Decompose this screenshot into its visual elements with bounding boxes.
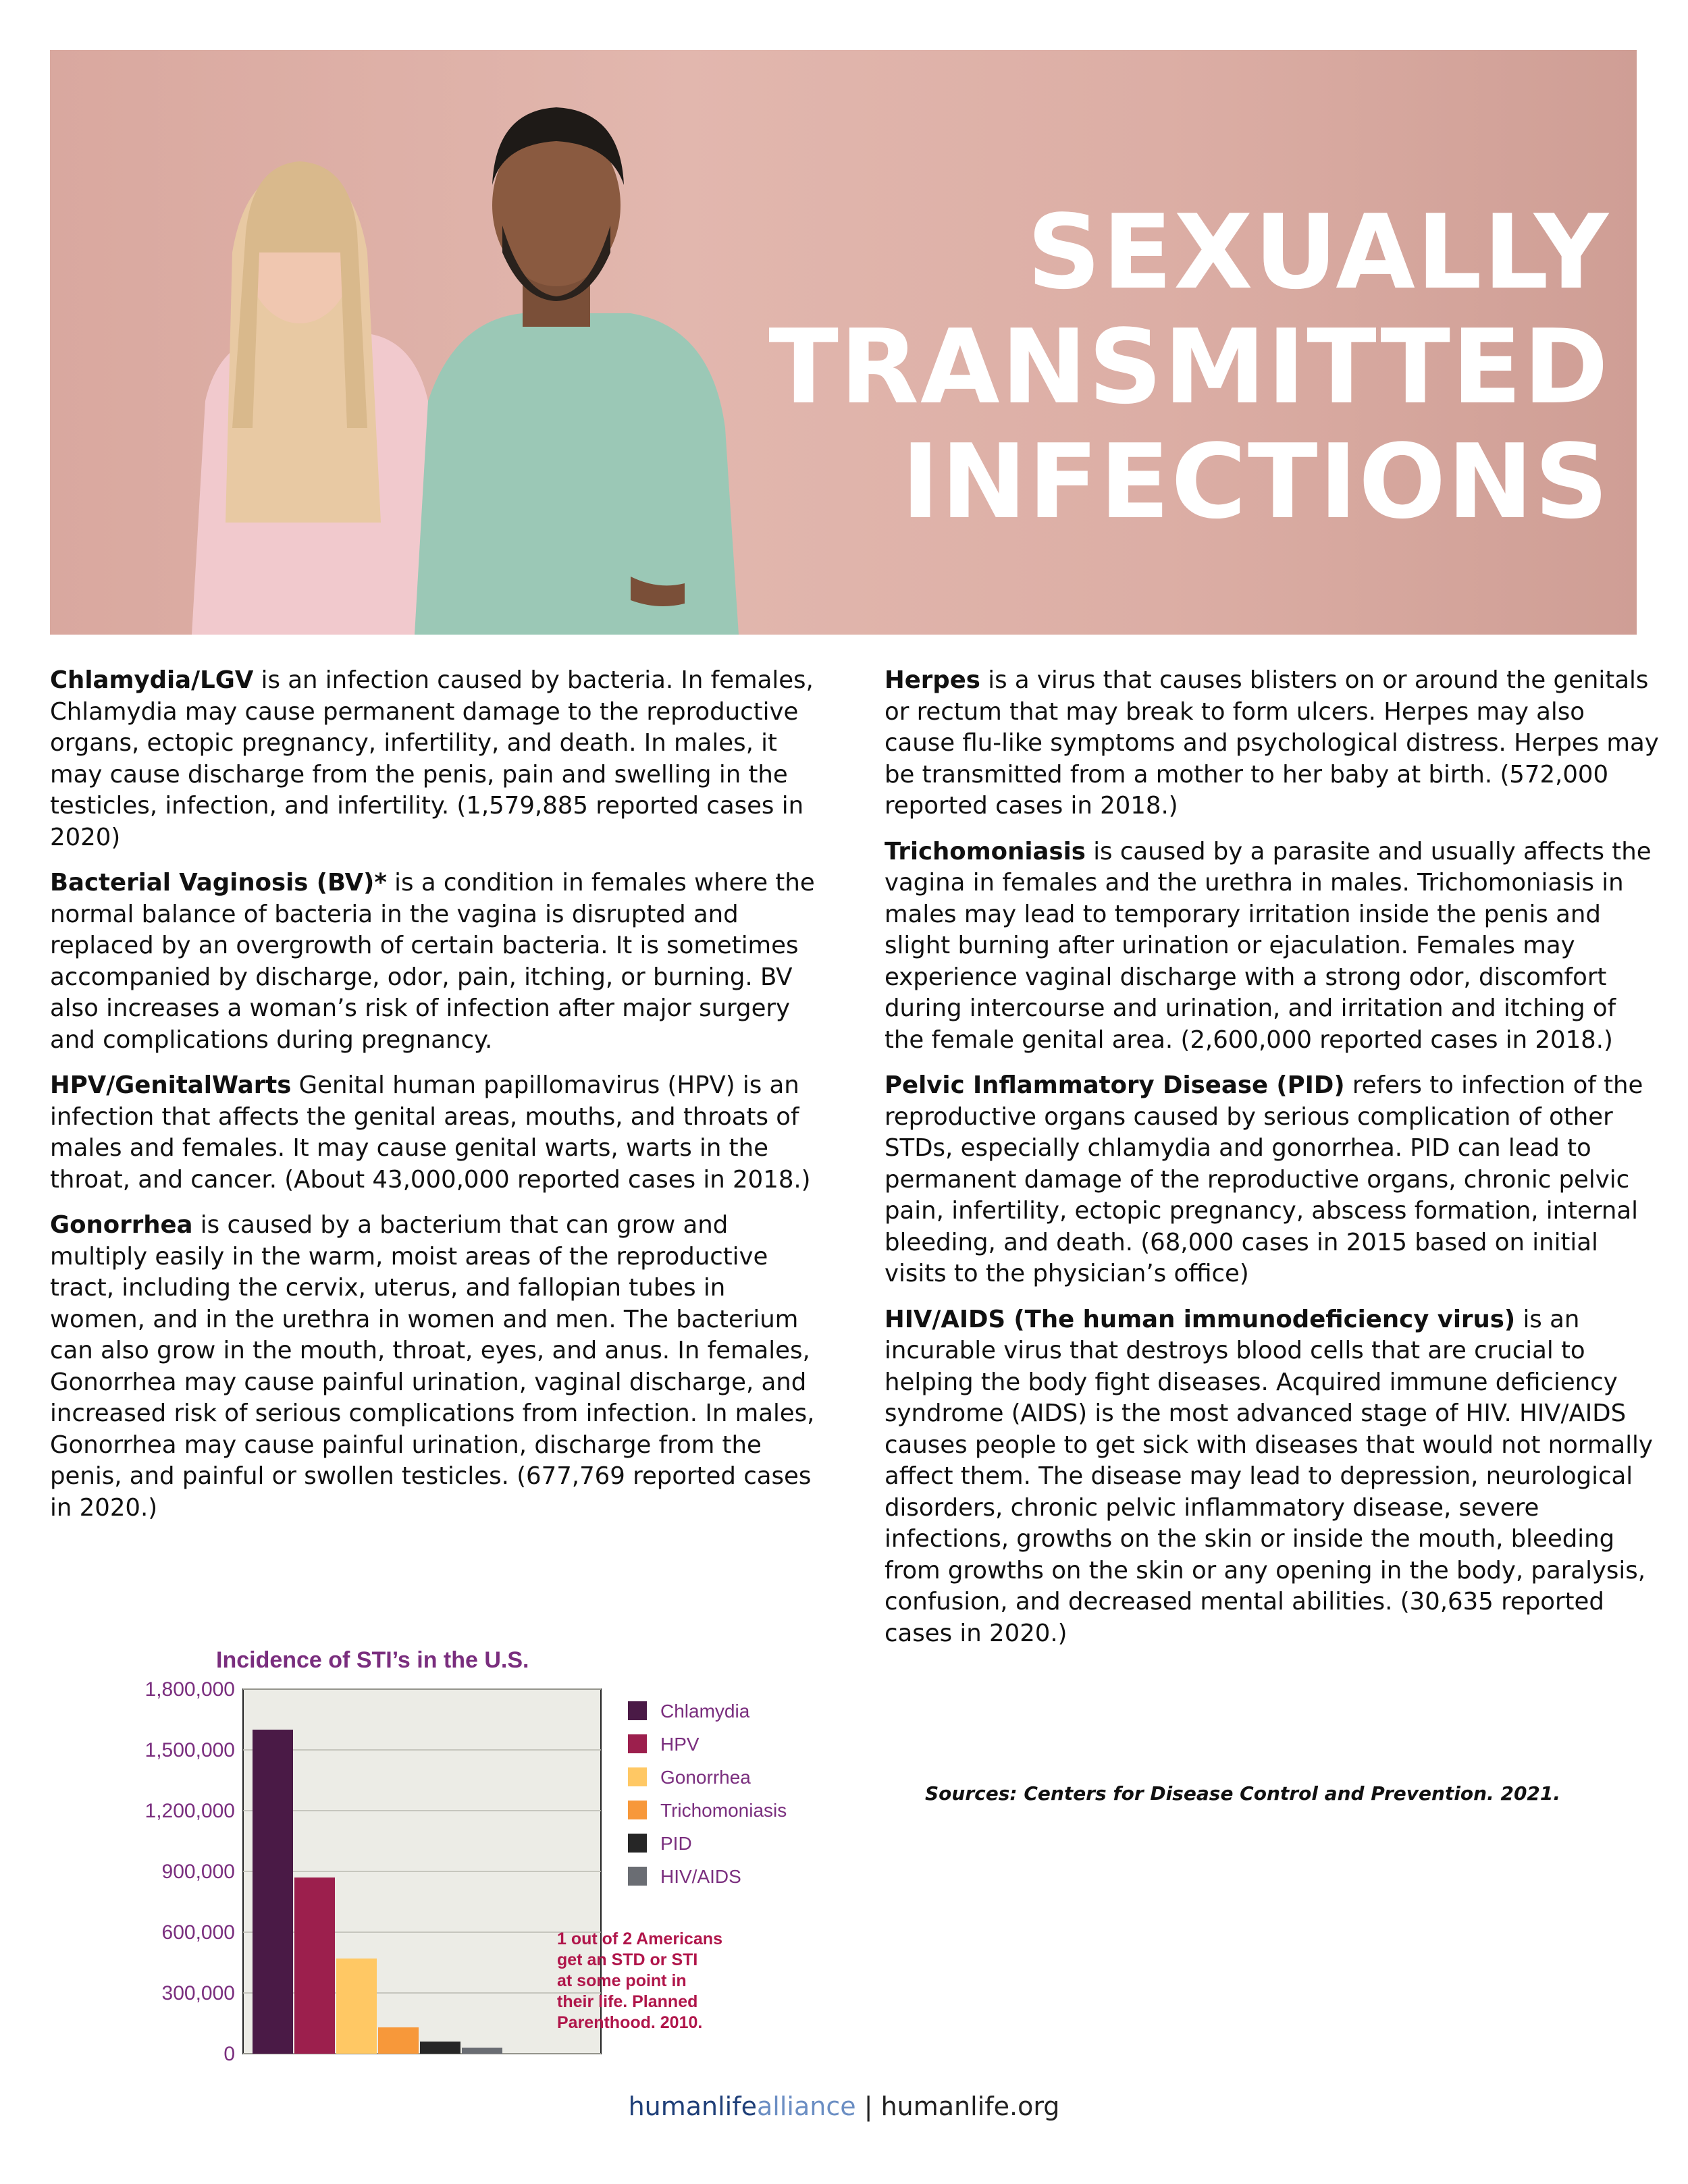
- footer-brand-b: alliance: [757, 2092, 856, 2121]
- footer-url[interactable]: humanlife.org: [880, 2092, 1060, 2121]
- hero-photo: [50, 50, 860, 635]
- chart-ytick-label: 600,000: [161, 1921, 235, 1944]
- chart-legend-label: Chlamydia: [660, 1701, 750, 1722]
- hero-title: [768, 192, 1610, 541]
- chart-legend-swatch: [628, 1767, 647, 1786]
- hiv-text: is an incurable virus that destroys blood cells that are crucial to helping the body fight diseases. Acquired immune deficiency syndrome (AIDS) is the most advanced stage of HIV. HIV/AIDS causes people to get sick with diseases that would not normally affect them. The disease may lead to depression, neurological disorders, chronic pelvic inflammatory disease, severe infections, growths on the skin or inside the mouth, bleeding from growths on the skin or any opening in the body, paralysis, confusion, and decreased mental abilities. (30,635 reported cases in 2020.): [885, 1305, 1653, 1647]
- chart-ytick-label: 1,800,000: [144, 1678, 235, 1701]
- chart-ytick-label: 1,500,000: [144, 1739, 235, 1761]
- sources-citation: Sources: Centers for Disease Control and Prevention. 2021.: [925, 1782, 1561, 1805]
- chart-ytick-label: 1,200,000: [144, 1800, 235, 1822]
- chart-ytick-label: 0: [223, 2043, 235, 2065]
- footer-separator: |: [855, 2092, 881, 2121]
- left-column: [50, 665, 826, 1538]
- chart-note-line: 1 out of 2 Americans: [557, 1929, 722, 1948]
- chart-legend-label: HPV: [660, 1734, 700, 1755]
- hero-title-line-3: INFECTIONS: [901, 422, 1610, 541]
- bv-paragraph: [50, 868, 826, 1056]
- footer: [0, 2092, 1688, 2121]
- trich-text: is caused by a parasite and usually affects the vagina in females and the urethra in males. Trichomoniasis in males may lead to temporary irritation inside the penis and slight burning after urination or ejaculation. Females may experience vaginal discharge with a strong odor, discomfort during intercourse and urination, and irritation and itching of the female genital area. (2,600,000 reported cases in 2018.): [885, 837, 1652, 1054]
- chart-title: Incidence of STI’s in the U.S.: [216, 1647, 529, 1673]
- chart-legend-label: PID: [660, 1833, 692, 1854]
- chart-bar-gonorrhea: [336, 1959, 377, 2054]
- chart-legend-swatch: [628, 1801, 647, 1819]
- herpes-term: Herpes: [885, 666, 980, 694]
- gonorrhea-paragraph: [50, 1210, 826, 1524]
- hpv-term: HPV/GenitalWarts: [50, 1071, 292, 1099]
- chart-legend-swatch: [628, 1834, 647, 1853]
- herpes-text: is a virus that causes blisters on or around the genitals or rectum that may break to form ulcers. Herpes may also cause flu-like symptoms and psychological distress. Herpes may be transmitted from a mother to her baby at birth. (572,000 reported cases in 2018.): [885, 666, 1659, 820]
- chart-bar-pid: [420, 2042, 460, 2054]
- chart-bar-hpv: [294, 1877, 335, 2054]
- chart-ytick-label: 300,000: [161, 1982, 235, 2004]
- herpes-paragraph: [885, 665, 1661, 822]
- hpv-paragraph: [50, 1070, 826, 1196]
- hero-title-line-1: SEXUALLY: [1027, 192, 1610, 312]
- chart-legend-swatch: [628, 1867, 647, 1886]
- sti-incidence-chart: [88, 1641, 787, 2065]
- chart-legend-label: Trichomoniasis: [660, 1800, 787, 1821]
- chart-legend-label: Gonorrhea: [660, 1767, 751, 1788]
- chart-bar-chlamydia: [253, 1730, 293, 2054]
- chart-note-line: get an STD or STI: [557, 1950, 698, 1969]
- pid-text: refers to infection of the reproductive organs caused by serious complication of other STDs, especially chlamydia and gonorrhea. PID can lead to permanent damage of the reproductive organs, chronic pelvic pain, infertility, ectopic pregnancy, abscess formation, internal bleeding, and death. (68,000 cases in 2015 based on initial visits to the physician’s office): [885, 1071, 1643, 1287]
- chart-note-line: at some point in: [557, 1971, 687, 1990]
- trich-paragraph: [885, 836, 1661, 1057]
- chart-bar-hiv-aids: [462, 2048, 502, 2054]
- chart-note-line: their life. Planned: [557, 1992, 698, 2011]
- chart-ytick-label: 900,000: [161, 1861, 235, 1883]
- pid-paragraph: [885, 1070, 1661, 1290]
- right-column: [885, 665, 1661, 1663]
- gonorrhea-term: Gonorrhea: [50, 1211, 193, 1239]
- chart-legend-label: HIV/AIDS: [660, 1866, 741, 1887]
- hpv-text: Genital human papillomavirus (HPV) is an infection that affects the genital areas, mouths, and throats of males and females. It may cause genital warts, warts in the throat, and cancer. (About 43,000,000 reported cases in 2018.): [50, 1071, 811, 1194]
- bv-text: is a condition in females where the normal balance of bacteria in the vagina is disrupted and replaced by an overgrowth of certain bacteria. It is sometimes accompanied by discharge, odor, pain, itching, or burning. BV also increases a woman’s risk of infection after major surgery and complications during pregnancy.: [50, 869, 815, 1054]
- pid-term: Pelvic Inflammatory Disease (PID): [885, 1071, 1345, 1099]
- trich-term: Trichomoniasis: [885, 837, 1086, 865]
- hiv-paragraph: [885, 1304, 1661, 1650]
- hero-title-line-2: TRANSMITTED: [768, 307, 1610, 427]
- chlamydia-text: is an infection caused by bacteria. In females, Chlamydia may cause permanent damage to the reproductive organs, ectopic pregnancy, infertility, and death. In males, it may cause discharge from the penis, pain and swelling in the testicles, infection, and infertility. (1,579,885 reported cases in 2020): [50, 666, 814, 851]
- hiv-term: HIV/AIDS (The human immunodeficiency virus): [885, 1305, 1516, 1333]
- hero-banner: [50, 50, 1637, 635]
- footer-brand-a: humanlife: [628, 2092, 757, 2121]
- chlamydia-paragraph: [50, 665, 826, 853]
- chart-bar-trichomoniasis: [378, 2027, 419, 2054]
- chart-legend-swatch: [628, 1734, 647, 1753]
- chart-legend-swatch: [628, 1701, 647, 1720]
- chart-note-line: Parenthood. 2010.: [557, 2013, 703, 2032]
- bv-term: Bacterial Vaginosis (BV)*: [50, 869, 387, 897]
- chlamydia-term: Chlamydia/LGV: [50, 666, 254, 694]
- gonorrhea-text: is caused by a bacterium that can grow and multiply easily in the warm, moist areas of the reproductive tract, including the cervix, uterus, and fallopian tubes in women, and in the urethra in women and men. The bacterium can also grow in the mouth, throat, eyes, and anus. In females, Gonorrhea may cause painful urination, vaginal discharge, and increased risk of serious complications from infection. In males, Gonorrhea may cause painful urination, discharge from the penis, and painful or swollen testicles. (677,769 reported cases in 2020.): [50, 1211, 815, 1522]
